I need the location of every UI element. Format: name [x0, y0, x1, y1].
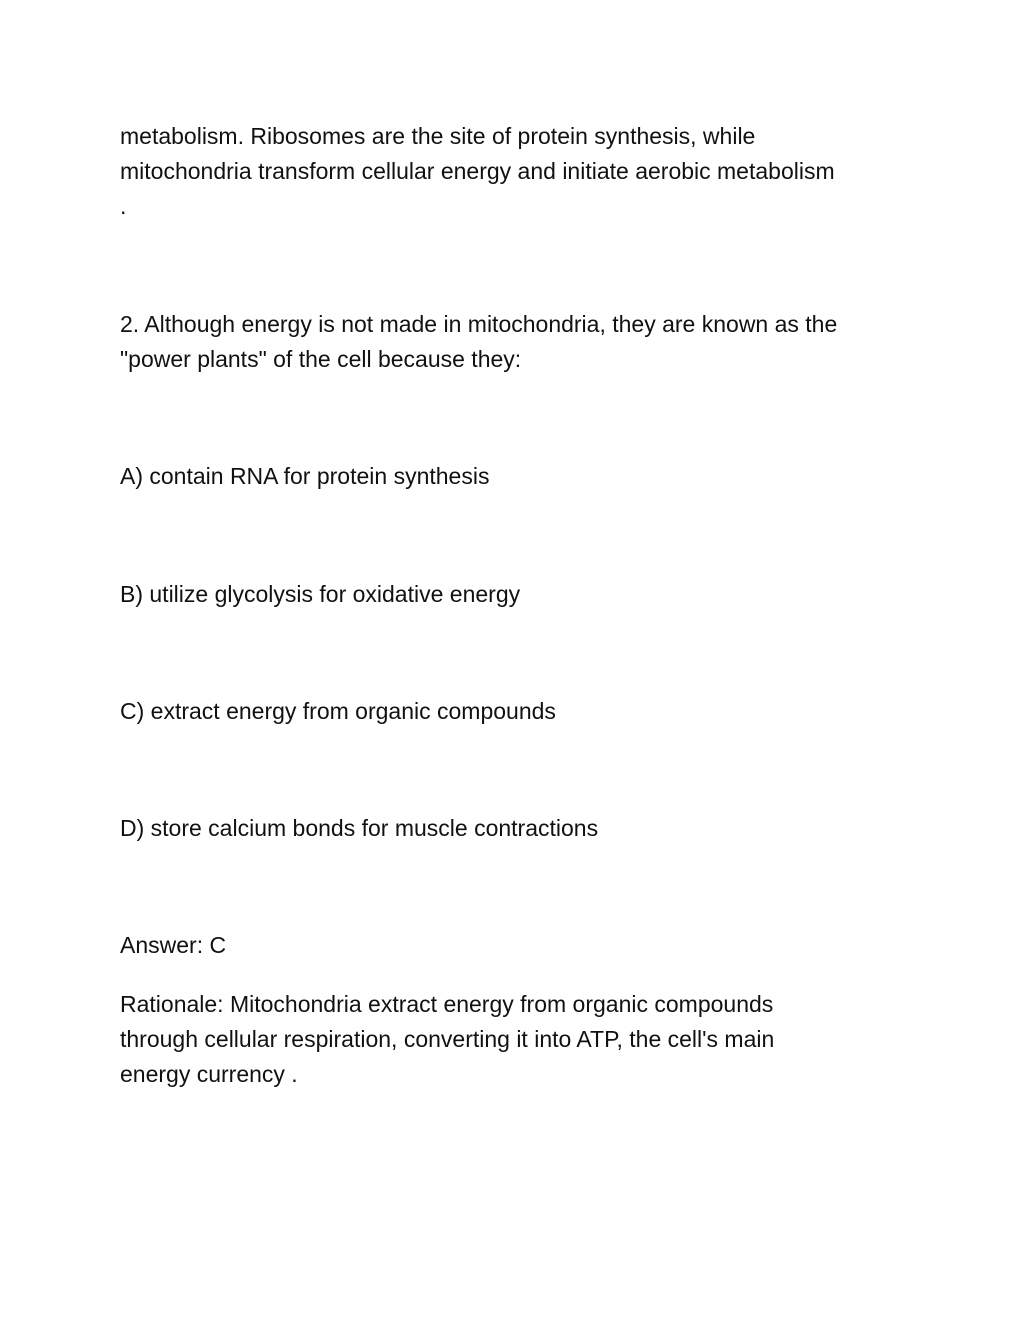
option-c — [120, 694, 910, 729]
answer-line — [120, 928, 910, 963]
text-line: metabolism. Ribosomes are the site of protein synthesis, while — [120, 123, 756, 149]
text-line: . — [120, 193, 127, 219]
answer-text: Answer: C — [120, 932, 227, 958]
text-line: "power plants" of the cell because they: — [120, 346, 522, 372]
option-b — [120, 577, 910, 612]
text-line: energy currency . — [120, 1061, 298, 1087]
option-a — [120, 459, 910, 494]
previous-rationale-continuation — [120, 119, 910, 224]
option-text: D) store calcium bonds for muscle contractions — [120, 815, 599, 841]
text-line: Rationale: Mitochondria extract energy from organic compounds — [120, 991, 774, 1017]
question-text — [120, 307, 910, 377]
option-text: C) extract energy from organic compounds — [120, 698, 556, 724]
text-line: through cellular respiration, converting it into ATP, the cell's main — [120, 1026, 775, 1052]
text-line: mitochondria transform cellular energy and initiate aerobic metabolism — [120, 158, 835, 184]
rationale — [120, 987, 910, 1092]
text-line: 2. Although energy is not made in mitochondria, they are known as the — [120, 311, 838, 337]
option-text: A) contain RNA for protein synthesis — [120, 463, 490, 489]
option-d — [120, 811, 910, 846]
option-text: B) utilize glycolysis for oxidative energy — [120, 581, 521, 607]
